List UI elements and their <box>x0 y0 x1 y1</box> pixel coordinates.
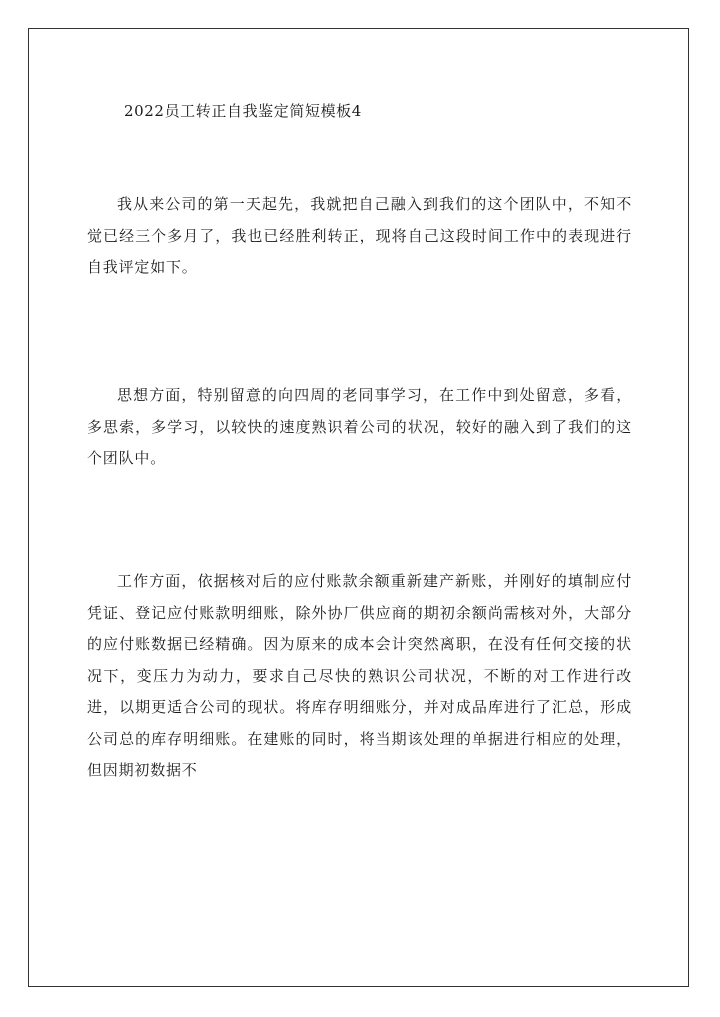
document-title: 2022员工转正自我鉴定简短模板4 <box>124 102 362 120</box>
paragraph-work: 工作方面，依据核对后的应付账款余额重新建产新账，并刚好的填制应付凭证、登记应付账款明细账，除外协厂供应商的期初余额尚需核对外，大部分的应付账数据已经精确。因为原来的成本会计突然离职，在没有任何交接的状况下，变压力为动力，要求自己尽快的熟识公司状况，不断的对工作进行改进，以期更适合公司的现状。将库存明细账分，并对成品库进行了汇总，形成公司总的库存明细账。在建账的同时，将当期该处理的单据进行相应的处理，但因期初数据不 <box>87 572 632 779</box>
paragraph-intro: 我从来公司的第一天起先，我就把自己融入到我们的这个团队中，不知不觉已经三个多月了，我也已经胜利转正，现将自己这段时间工作中的表现进行自我评定如下。 <box>87 195 632 276</box>
paragraph-thinking: 思想方面，特别留意的向四周的老同事学习，在工作中到处留意，多看，多思索，多学习，以较快的速度熟识着公司的状况，较好的融入到了我们的这个团队中。 <box>87 386 632 467</box>
page-border <box>28 28 689 987</box>
